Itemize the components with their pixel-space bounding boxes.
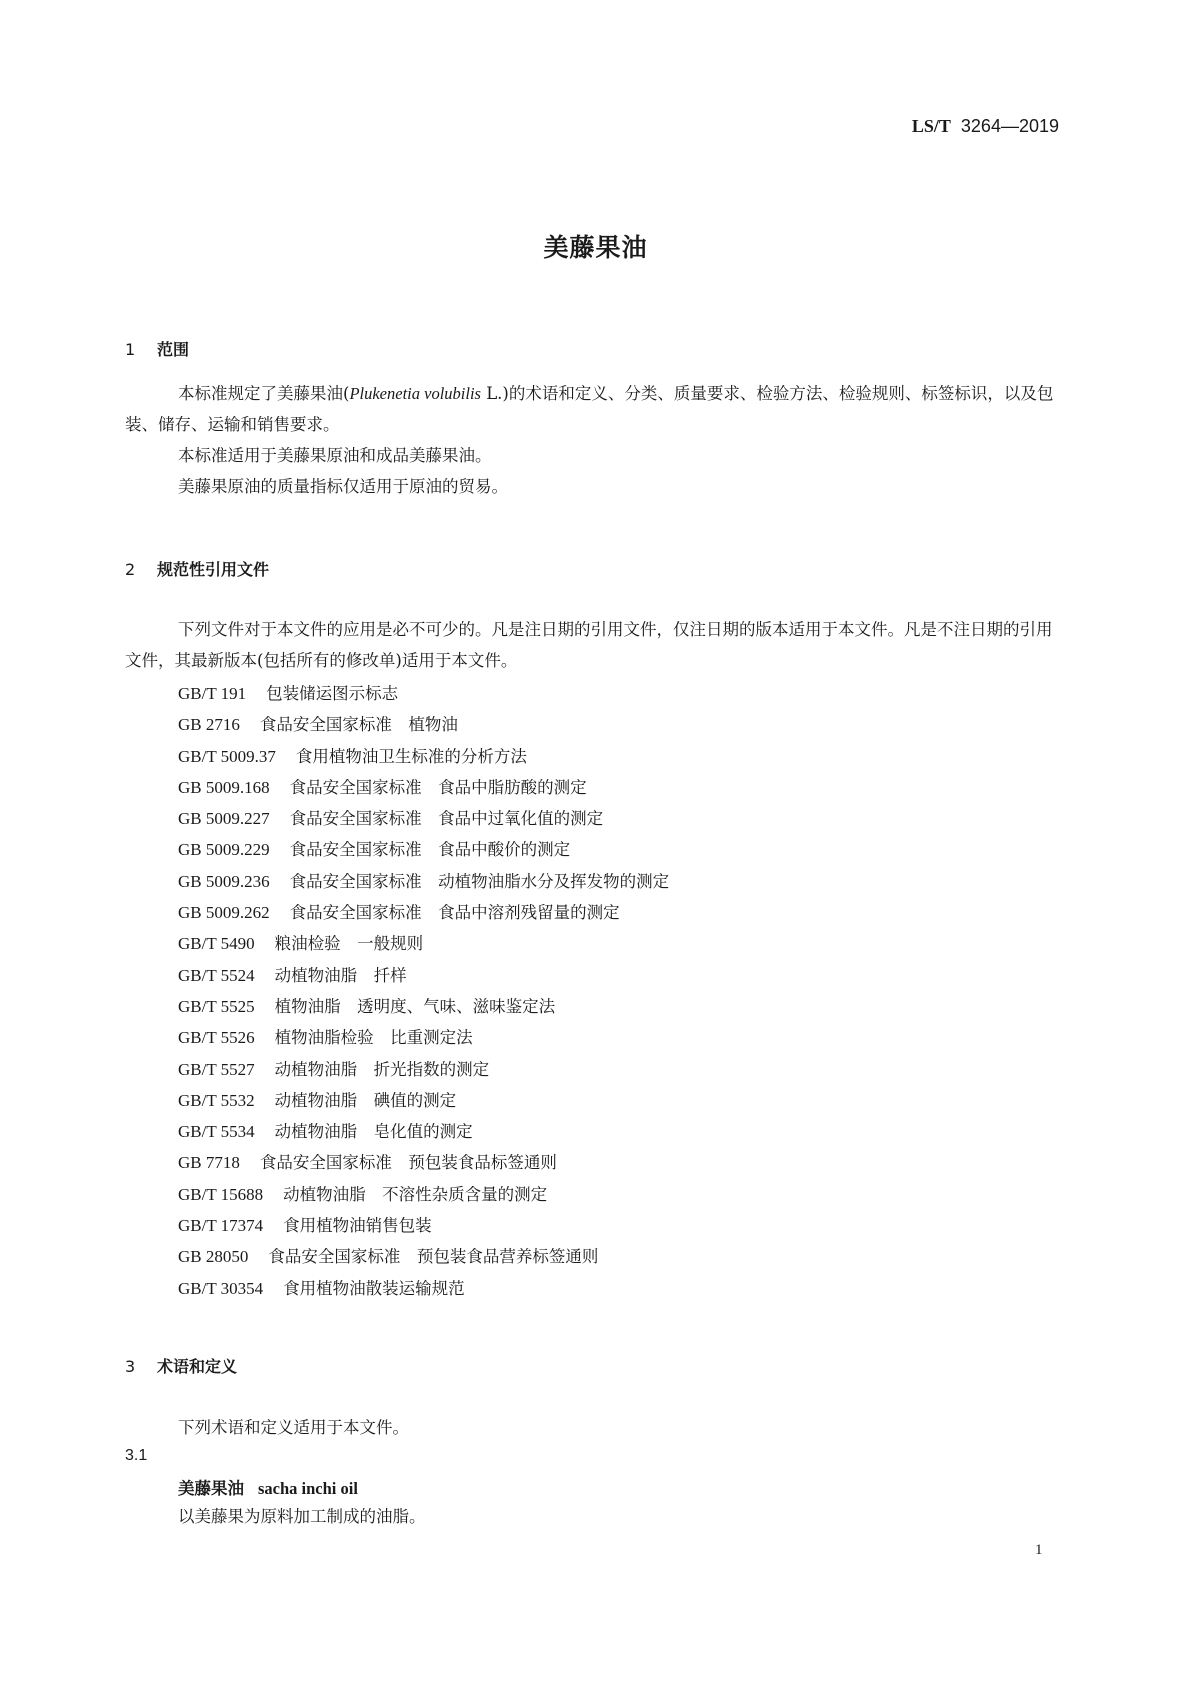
ref-code: GB/T 191 bbox=[178, 684, 247, 703]
ref-code: GB 2716 bbox=[178, 715, 240, 735]
ref-title: 食品安全国家标准 植物油 bbox=[259, 715, 458, 735]
ref-code: GB/T 5534 bbox=[178, 1122, 255, 1142]
ref-code: GB/T 5527 bbox=[178, 1059, 255, 1079]
standard-prefix: LS/T bbox=[911, 116, 951, 136]
section-title: 规范性引用文件 bbox=[157, 560, 270, 579]
reference-item bbox=[178, 678, 669, 709]
ref-title: 动植物油脂 不溶性杂质含量的测定 bbox=[283, 1184, 548, 1204]
ref-title: 包装储运图示标志 bbox=[266, 684, 399, 703]
ref-title: 动植物油脂 折光指数的测定 bbox=[274, 1059, 490, 1079]
document-title: 美藤果油 bbox=[543, 233, 648, 262]
reference-item bbox=[178, 741, 669, 772]
page-number: 1 bbox=[1035, 1542, 1043, 1558]
section-number: 1 bbox=[125, 340, 136, 359]
ref-code: GB 5009.236 bbox=[178, 871, 270, 891]
section-number: 3 bbox=[125, 1357, 136, 1376]
reference-item bbox=[178, 709, 669, 740]
section-title: 范围 bbox=[157, 340, 190, 359]
reference-item bbox=[178, 991, 669, 1022]
ref-title: 食品安全国家标准 食品中酸价的测定 bbox=[289, 840, 571, 860]
reference-item bbox=[178, 834, 669, 865]
term-definition: 以美藤果为原料加工制成的油脂。 bbox=[178, 1507, 426, 1526]
term-english: sacha inchi oil bbox=[258, 1479, 358, 1498]
reference-item bbox=[178, 1210, 669, 1241]
text: L.)的术语和定义、分类、质量要求、检验方法、检验规则、标签标识，以及包装、储存、运输和销售要求。 bbox=[125, 384, 1054, 434]
reference-item bbox=[178, 803, 669, 834]
text: 本标准规定了美藤果油( bbox=[178, 384, 350, 403]
reference-item bbox=[178, 1273, 669, 1304]
ref-title: 动植物油脂 皂化值的测定 bbox=[274, 1122, 473, 1142]
ref-title: 食品安全国家标准 食品中溶剂残留量的测定 bbox=[289, 903, 620, 923]
scope-paragraph-1 bbox=[125, 378, 1060, 440]
ref-title: 食品安全国家标准 动植物油脂水分及挥发物的测定 bbox=[289, 871, 670, 891]
reference-item bbox=[178, 960, 669, 991]
reference-item bbox=[178, 1241, 669, 1272]
latin-name: Plukenetia volubilis bbox=[349, 384, 481, 403]
term-heading bbox=[178, 1475, 358, 1499]
reference-item bbox=[178, 1085, 669, 1116]
ref-code: GB/T 15688 bbox=[178, 1184, 264, 1204]
ref-code: GB/T 30354 bbox=[178, 1278, 264, 1298]
section-1-heading bbox=[125, 337, 189, 360]
ref-code: GB 7718 bbox=[178, 1153, 240, 1173]
ref-title: 粮油检验 一般规则 bbox=[274, 934, 424, 954]
ref-code: GB/T 17374 bbox=[178, 1216, 264, 1236]
scope-paragraph-3: 美藤果原油的质量指标仅适用于原油的贸易。 bbox=[178, 477, 508, 496]
section-number: 2 bbox=[125, 560, 136, 579]
standard-number: 3264—2019 bbox=[960, 116, 1059, 136]
ref-title: 食品安全国家标准 预包装食品营养标签通则 bbox=[268, 1247, 599, 1267]
reference-item bbox=[178, 1147, 669, 1178]
reference-item bbox=[178, 928, 669, 959]
ref-title: 食品安全国家标准 食品中过氧化值的测定 bbox=[289, 809, 604, 829]
normative-references-intro: 下列文件对于本文件的应用是必不可少的。凡是注日期的引用文件，仅注日期的版本适用于本文件。凡是不注日期的引用文件，其最新版本(包括所有的修改单)适用于本文件。 bbox=[125, 620, 1053, 670]
ref-code: GB/T 5526 bbox=[178, 1028, 255, 1048]
scope-paragraph-2: 本标准适用于美藤果原油和成品美藤果油。 bbox=[178, 446, 492, 465]
ref-code: GB 5009.229 bbox=[178, 840, 270, 860]
reference-item bbox=[178, 1179, 669, 1210]
reference-item bbox=[178, 866, 669, 897]
reference-item bbox=[178, 1022, 669, 1053]
terms-intro: 下列术语和定义适用于本文件。 bbox=[178, 1418, 409, 1437]
ref-code: GB/T 5525 bbox=[178, 996, 255, 1016]
ref-code: GB 5009.227 bbox=[178, 809, 270, 829]
reference-item bbox=[178, 897, 669, 928]
term-number: 3.1 bbox=[125, 1447, 148, 1464]
reference-list bbox=[178, 678, 669, 1304]
ref-title: 动植物油脂 扦样 bbox=[274, 965, 407, 985]
standard-code bbox=[912, 116, 1059, 137]
ref-code: GB/T 5490 bbox=[178, 934, 255, 954]
ref-title: 植物油脂 透明度、气味、滋味鉴定法 bbox=[274, 996, 556, 1016]
reference-item bbox=[178, 1054, 669, 1085]
ref-code: GB/T 5009.37 bbox=[178, 746, 276, 766]
ref-title: 植物油脂检验 比重测定法 bbox=[274, 1028, 473, 1048]
ref-code: GB 5009.262 bbox=[178, 903, 270, 923]
reference-item bbox=[178, 772, 669, 803]
section-title: 术语和定义 bbox=[157, 1357, 238, 1376]
ref-code: GB 5009.168 bbox=[178, 777, 270, 797]
term-chinese: 美藤果油 bbox=[178, 1479, 244, 1498]
ref-title: 动植物油脂 碘值的测定 bbox=[274, 1090, 457, 1110]
section-2-heading bbox=[125, 557, 269, 580]
ref-title: 食用植物油销售包装 bbox=[283, 1216, 432, 1236]
ref-code: GB/T 5532 bbox=[178, 1090, 255, 1110]
section-3-heading bbox=[125, 1354, 237, 1377]
ref-title: 食品安全国家标准 食品中脂肪酸的测定 bbox=[289, 777, 587, 797]
ref-title: 食用植物油卫生标准的分析方法 bbox=[295, 746, 527, 766]
ref-code: GB/T 5524 bbox=[178, 965, 255, 985]
ref-title: 食品安全国家标准 预包装食品标签通则 bbox=[259, 1153, 557, 1173]
ref-title: 食用植物油散装运输规范 bbox=[283, 1278, 465, 1298]
ref-code: GB 28050 bbox=[178, 1247, 249, 1267]
reference-item bbox=[178, 1116, 669, 1147]
